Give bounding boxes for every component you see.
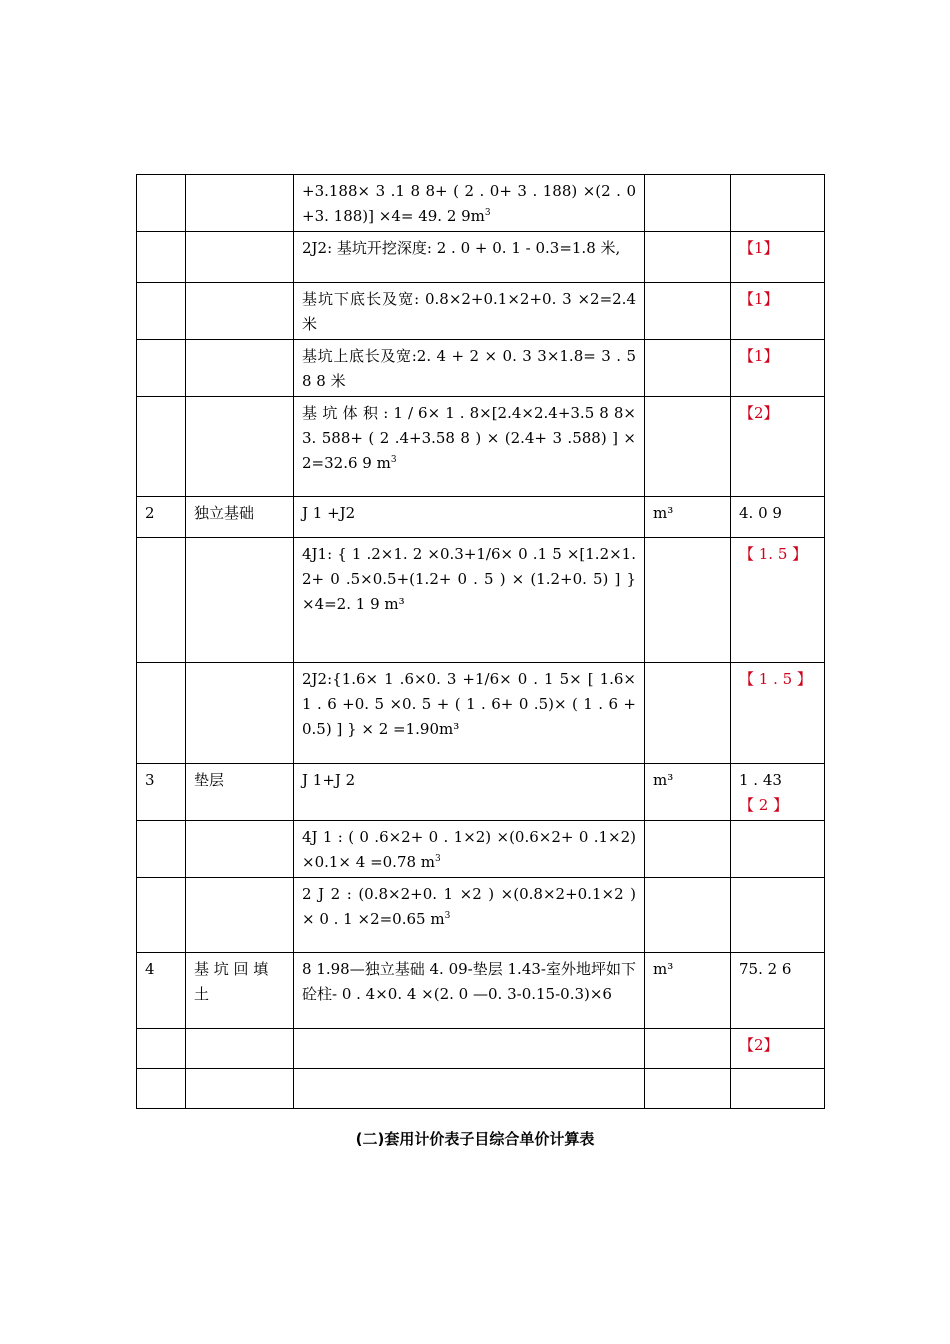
unit-cell: [645, 663, 731, 764]
item-name-cell: [186, 764, 294, 821]
table-row: [137, 1069, 825, 1109]
item-name-text: 基 坑 回 填 土: [194, 960, 269, 1003]
table-row: [137, 953, 825, 1029]
formula-text: 2 J 2 : (0.8×2+0. 1 ×2 ) ×(0.8×2+0.1×2 ) × 0 . 1 ×2=0.65 m: [302, 885, 636, 928]
unit-cell: [645, 821, 731, 878]
item-number-cell: [137, 175, 186, 232]
item-name-cell: [186, 953, 294, 1029]
quantity-cell: [731, 953, 825, 1029]
item-name-cell: [186, 175, 294, 232]
table-row: [137, 663, 825, 764]
quantity-text: 75. 2 6: [739, 960, 792, 978]
table-body: [137, 175, 825, 1109]
formula-text: 基坑上底长及宽:2. 4 + 2 × 0. 3 3×1.8= 3 . 5 8 8 米: [302, 347, 636, 390]
quantity-cell: [731, 175, 825, 232]
formula-cell: [294, 1069, 645, 1109]
quantity-cell: [731, 397, 825, 497]
unit-cell: [645, 764, 731, 821]
quantity-cell: [731, 663, 825, 764]
unit-cell: [645, 538, 731, 663]
formula-cell: [294, 232, 645, 283]
score-mark: 【 1. 5 】: [739, 545, 808, 563]
formula-text: 2J2:{1.6× 1 .6×0. 3 +1/6× 0 . 1 5× [ 1.6× 1 . 6 +0. 5 ×0. 5 + ( 1 . 6+ 0 .5)× ( 1 . 6 +0.5) ] } × 2 =1.90m³: [302, 670, 636, 738]
table-row: [137, 497, 825, 538]
formula-cell: [294, 340, 645, 397]
item-number-cell: [137, 283, 186, 340]
table-row: [137, 821, 825, 878]
formula-cell: [294, 538, 645, 663]
item-name-cell: [186, 821, 294, 878]
item-name-cell: [186, 232, 294, 283]
formula-cell: [294, 953, 645, 1029]
table-row: [137, 175, 825, 232]
quantity-cell: [731, 821, 825, 878]
unit-cell: [645, 1029, 731, 1069]
quantity-cell: [731, 1029, 825, 1069]
formula-text: 8 1.98—独立基础 4. 09-垫层 1.43-室外地坪如下砼柱- 0 . 4×0. 4 ×(2. 0 —0. 3-0.15-0.3)×6: [302, 960, 636, 1003]
formula-text: 4J 1 : ( 0 .6×2+ 0 . 1×2) ×(0.6×2+ 0 .1×2) ×0.1× 4 =0.78 m: [302, 828, 636, 871]
quantity-cell: [731, 878, 825, 953]
score-mark: 【2】: [739, 404, 779, 422]
item-number-text: 2: [145, 504, 155, 522]
unit-cell: [645, 175, 731, 232]
item-number-cell: [137, 821, 186, 878]
unit-cell: [645, 497, 731, 538]
item-number-cell: [137, 764, 186, 821]
formula-cell: [294, 397, 645, 497]
quantity-cell: [731, 283, 825, 340]
item-number-cell: [137, 497, 186, 538]
formula-cell: [294, 663, 645, 764]
formula-text: 2J2: 基坑开挖深度: 2 . 0 + 0. 1 - 0.3=1.8 米,: [302, 239, 621, 257]
item-name-text: 独立基础: [194, 504, 255, 522]
formula-text: 4J1: { 1 .2×1. 2 ×0.3+1/6× 0 .1 5 ×[1.2×1.2+ 0 .5×0.5+(1.2+ 0 . 5 ) × (1.2+0. 5) ] } ×4=2. 1 9 m³: [302, 545, 636, 613]
item-name-cell: [186, 1029, 294, 1069]
quantity-text: 1 . 43: [739, 771, 782, 789]
superscript-text: 3: [435, 854, 441, 864]
table-row: [137, 538, 825, 663]
table-row: [137, 764, 825, 821]
quantity-cell: [731, 340, 825, 397]
quantity-cell: [731, 1069, 825, 1109]
quantity-cell: [731, 497, 825, 538]
formula-cell: [294, 283, 645, 340]
table-row: [137, 397, 825, 497]
calculation-table: [136, 174, 825, 1109]
superscript-text: 3: [390, 455, 397, 465]
item-name-cell: [186, 663, 294, 764]
unit-text: m³: [653, 960, 674, 978]
table-row: [137, 1029, 825, 1069]
formula-cell: [294, 764, 645, 821]
item-name-cell: [186, 497, 294, 538]
item-name-cell: [186, 878, 294, 953]
score-mark: 【1】: [739, 290, 779, 308]
formula-text: 基坑下底长及宽: 0.8×2+0.1×2+0. 3 ×2=2.4 米: [302, 290, 636, 333]
score-mark: 【2】: [739, 1036, 779, 1054]
unit-cell: [645, 340, 731, 397]
quantity-cell: [731, 764, 825, 821]
item-number-cell: [137, 1069, 186, 1109]
item-number-cell: [137, 232, 186, 283]
formula-text: J 1+J 2: [302, 771, 356, 789]
quantity-text: 4. 0 9: [739, 504, 782, 522]
item-number-cell: [137, 953, 186, 1029]
section-caption: (二)套用计价表子目综合单价计算表: [355, 1130, 595, 1148]
item-number-text: 4: [145, 960, 155, 978]
table-row: [137, 283, 825, 340]
formula-cell: [294, 821, 645, 878]
formula-cell: [294, 497, 645, 538]
superscript-text: 3: [444, 911, 451, 921]
item-name-cell: [186, 340, 294, 397]
item-number-cell: [137, 538, 186, 663]
item-number-cell: [137, 878, 186, 953]
score-mark: 【1】: [739, 347, 779, 365]
superscript-text: 3: [484, 208, 491, 218]
formula-cell: [294, 878, 645, 953]
score-mark: 【1】: [739, 239, 779, 257]
unit-text: m³: [653, 771, 674, 789]
formula-cell: [294, 1029, 645, 1069]
unit-cell: [645, 1069, 731, 1109]
quantity-cell: [731, 538, 825, 663]
table-row: [137, 878, 825, 953]
score-mark: 【 1 . 5 】: [739, 670, 812, 688]
quantity-cell: [731, 232, 825, 283]
score-mark: 【 2 】: [739, 796, 789, 814]
item-number-cell: [137, 663, 186, 764]
item-name-cell: [186, 538, 294, 663]
formula-cell: [294, 175, 645, 232]
unit-cell: [645, 953, 731, 1029]
table-row: [137, 340, 825, 397]
unit-text: m³: [653, 504, 674, 522]
item-number-cell: [137, 1029, 186, 1069]
item-name-cell: [186, 397, 294, 497]
item-name-cell: [186, 1069, 294, 1109]
item-name-text: 垫层: [194, 771, 225, 789]
unit-cell: [645, 878, 731, 953]
item-number-text: 3: [145, 771, 155, 789]
item-name-cell: [186, 283, 294, 340]
formula-text: J 1 +J2: [302, 504, 356, 522]
formula-text: +3.188× 3 .1 8 8+ ( 2 . 0+ 3 . 188) ×(2 . 0 +3. 188)] ×4= 49. 2 9m: [302, 182, 636, 225]
table-row: [137, 232, 825, 283]
unit-cell: [645, 283, 731, 340]
item-number-cell: [137, 397, 186, 497]
item-number-cell: [137, 340, 186, 397]
unit-cell: [645, 397, 731, 497]
unit-cell: [645, 232, 731, 283]
formula-text: 基 坑 体 积 : 1 / 6× 1 . 8×[2.4×2.4+3.5 8 8×3. 588+ ( 2 .4+3.58 8 ) × (2.4+ 3 .588) ] ×2=32.6 9 m: [302, 404, 636, 472]
